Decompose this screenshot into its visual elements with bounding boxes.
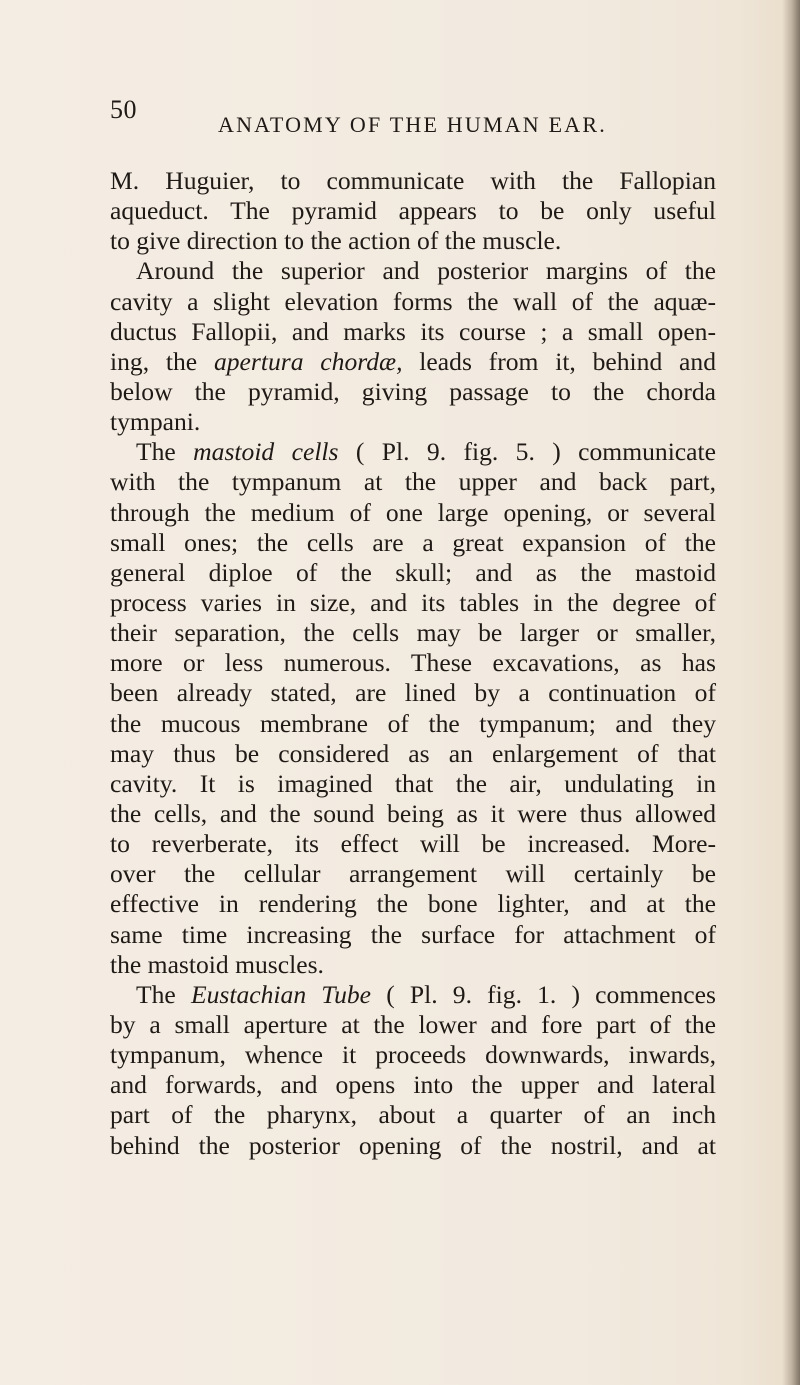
text-line: general diploe of the skull; and as the mastoid xyxy=(110,557,716,587)
text-line: ductus Fallopii, and marks its course ; a small open- xyxy=(110,316,716,346)
text-line: through the medium of one large opening, or several xyxy=(110,497,716,527)
text-line: cavity. It is imagined that the air, undulating in xyxy=(110,768,716,798)
text-line: the cells, and the sound being as it were thus allowed xyxy=(110,798,716,828)
text-line: tympani. xyxy=(110,407,201,437)
page-header xyxy=(110,95,750,135)
text-line: to reverberate, its effect will be increased. More- xyxy=(110,829,716,859)
italic-term: mastoid cells xyxy=(193,437,339,467)
text-line: over the cellular arrangement will certainly be xyxy=(110,859,716,889)
italic-term: Eustachian Tube xyxy=(190,979,372,1009)
text-line: small ones; the cells are a great expansion of the xyxy=(110,527,716,557)
text-line: The Eustachian Tube ( Pl. 9. fig. 1. ) commences xyxy=(136,979,716,1009)
text-line: effective in rendering the bone lighter, and at the xyxy=(110,889,716,919)
text-line: same time increasing the surface for attachment of xyxy=(110,919,716,949)
text-line: to give direction to the action of the muscle. xyxy=(110,226,562,256)
text-line: their separation, the cells may be larger or smaller, xyxy=(110,618,716,648)
italic-term: apertura chordæ, xyxy=(213,346,403,376)
text-line: part of the pharynx, about a quarter of an inch xyxy=(110,1100,716,1130)
text-line: the mastoid muscles. xyxy=(110,949,324,979)
text-line: may thus be considered as an enlargement of that xyxy=(110,738,716,768)
text-line: below the pyramid, giving passage to the chorda xyxy=(110,376,716,406)
text-line: and forwards, and opens into the upper and lateral xyxy=(110,1070,716,1100)
text-line: more or less numerous. These excavations, as has xyxy=(110,648,716,678)
text-line: with the tympanum at the upper and back part, xyxy=(110,467,716,497)
text-line: cavity a slight elevation forms the wall of the aquæ- xyxy=(110,286,716,316)
text-line: the mucous membrane of the tympanum; and they xyxy=(110,708,716,738)
text-line: behind the posterior opening of the nostril, and at xyxy=(110,1130,716,1160)
text-line: been already stated, are lined by a continuation of xyxy=(110,678,716,708)
text-line: aqueduct. The pyramid appears to be only useful xyxy=(110,196,716,226)
body-text xyxy=(110,166,716,1161)
text-line: Around the superior and posterior margins of the xyxy=(136,256,716,286)
page-edge-shadow xyxy=(782,0,800,1385)
running-head: ANATOMY OF THE HUMAN EAR. xyxy=(218,112,607,137)
text-line: by a small aperture at the lower and fore part of the xyxy=(110,1009,716,1039)
text-line: process varies in size, and its tables in the degree of xyxy=(110,587,716,617)
text-line: The mastoid cells ( Pl. 9. fig. 5. ) communicate xyxy=(136,437,716,467)
text-line: M. Huguier, to communicate with the Fallopian xyxy=(110,166,716,195)
text-line: ing, the apertura chordæ, leads from it, behind and xyxy=(110,346,716,376)
text-line: tympanum, whence it proceeds downwards, inwards, xyxy=(110,1040,716,1070)
page-number: 50 xyxy=(110,95,137,124)
